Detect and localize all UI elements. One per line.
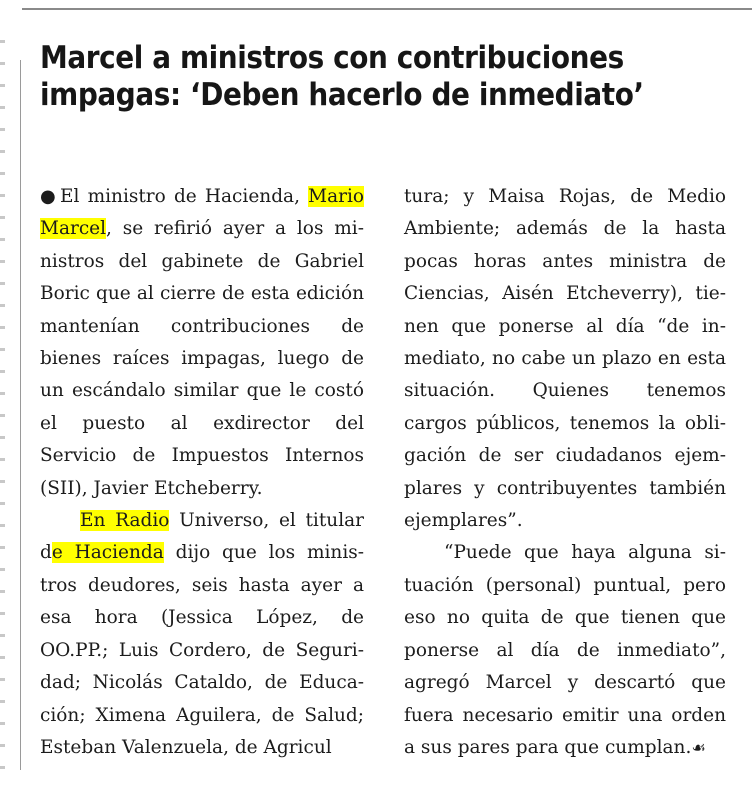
paragraph-2-text-b-continued: tura; y Maisa Rojas, de Medio Ambiente; además de la hasta pocas horas antes ministra de Ciencias, Aisén Etcheverry), tienen que ponerse al día “de inmediato, no cabe un plazo en esta situación. Quienes tenemos cargos públicos, tenemos la obligación de ser ciudadanos ejemplares y contribuyentes también ejemplares”. — [404, 186, 726, 532]
adjacent-column-edge — [0, 40, 5, 780]
paragraph-2-continued — [404, 181, 726, 537]
paragraph-3 — [404, 537, 726, 764]
top-rule — [22, 8, 752, 10]
paragraph-1-text-b: , se refirió ayer a los ministros del gabinete de Gabriel Boric que al cierre de esta edición mantenían contribuciones de bienes raíces impagas, luego de un escándalo similar que le costó el puesto al exdirector del Servicio de Impuestos Internos (SII), Javier Etcheberry. — [40, 218, 364, 499]
article-column-2 — [404, 181, 726, 764]
end-mark-icon: ☙ — [691, 737, 706, 757]
paragraph-2-start — [40, 505, 364, 764]
headline: Marcel a ministros con contribuciones impagas: ‘Deben hacerlo de inmediato’ — [40, 40, 644, 113]
bullet-icon: ● — [40, 186, 58, 207]
highlight-en-radio: En Radio — [80, 510, 170, 532]
paragraph-1 — [40, 181, 364, 505]
paragraph-2-text-b: dijo que los ministros deudores, seis hasta ayer a esa hora (Jessica López, de OO.PP.; Luis Cordero, de Seguridad; Nicolás Cataldo, de Educación; Ximena Aguilera, de Salud; Esteban Valenzuela, de Agricul — [40, 542, 364, 758]
article-column-1 — [40, 181, 364, 764]
highlight-mario-marcel: Mario Marcel — [40, 186, 364, 240]
paragraph-2-text-a: Universo, el titular d — [40, 510, 364, 564]
highlight-hacienda: e Hacienda — [51, 542, 164, 564]
column-divider — [20, 60, 21, 770]
paragraph-1-text-a: El ministro de Hacienda, — [60, 186, 309, 207]
paragraph-3-text: “Puede que haya alguna situación (personal) puntual, pero eso no quita de que tienen que ponerse al día de inmediato”, agregó Marcel y descartó que fuera necesario emitir una orden a sus pares para que cumplan. — [404, 542, 726, 758]
